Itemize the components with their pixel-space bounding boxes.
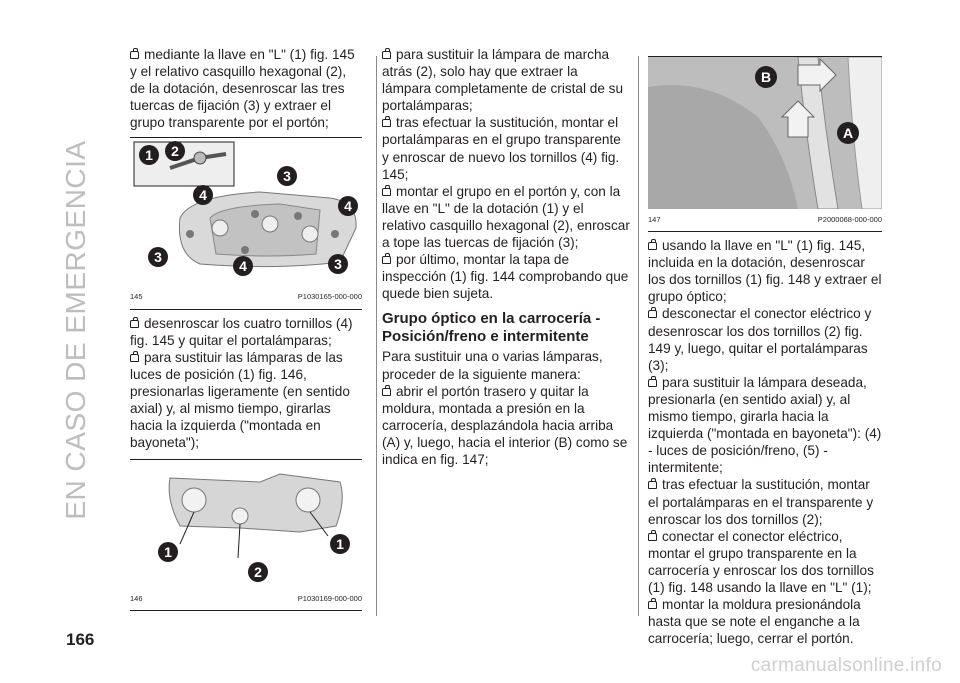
callout-label: 1 (336, 536, 344, 553)
section-title: EN CASO DE EMERGENCIA (60, 140, 91, 520)
figure-number: 145 (130, 292, 143, 302)
paragraph-text: para sustituir la lámpara deseada, presionarla (en sentido axial) y, al mismo tiempo, girarla hacia la izquierda ("montada en bayoneta"): (4) - luces de posición/freno, (5) - intermitente; (648, 374, 882, 476)
callout-label: 4 (344, 198, 352, 215)
step-icon (382, 51, 391, 59)
step-icon (648, 533, 657, 541)
paragraph-text: tras efectuar la sustitución, montar el portalámparas en el transparente y enroscar los dos tornillos (2); (648, 477, 874, 527)
step-icon (648, 481, 657, 489)
page-number: 166 (66, 630, 95, 649)
figure-145 (130, 137, 362, 309)
paragraph (130, 315, 362, 349)
paragraph-text: para sustituir la lámpara de marcha atrás (2), solo hay que extraer la lámpara completamente de cristal de su portalámparas; (382, 47, 624, 114)
column-divider (638, 56, 639, 616)
step-icon (130, 51, 139, 59)
paragraph-text: abrir el portón trasero y quitar la moldura, montada a presión en la carrocería, desplazándola hacia arriba (A) y, luego, hacia el interior (B) como se indica en fig. 147; (382, 383, 628, 467)
callout-label: 4 (239, 258, 247, 275)
figure-number: 147 (648, 215, 661, 224)
callout-label: 3 (334, 256, 342, 273)
paragraph-text: mediante la llave en "L" (1) fig. 145 y el relativo casquillo hexagonal (2), de la dotación, desenroscar las tres tuercas de fijación (3) y extraer el grupo transparente por el portón; (130, 47, 355, 131)
step-icon (382, 188, 391, 196)
paragraph (648, 596, 882, 647)
paragraph (382, 114, 630, 182)
figure-147-image (648, 57, 882, 209)
callout-label: A (842, 125, 854, 141)
callout-label: B (760, 69, 772, 85)
column-divider (376, 56, 377, 616)
paragraph (382, 251, 630, 302)
paragraph (130, 46, 362, 131)
paragraph-text: por último, montar la tapa de inspección (1) fig. 144 comprobando que quede bien sujeta. (382, 252, 629, 302)
step-icon (648, 242, 657, 250)
step-icon (648, 379, 657, 387)
paragraph (382, 383, 630, 468)
figure-code: P1030165-000-000 (297, 292, 362, 302)
paragraph-text: desenroscar los cuatro tornillos (4) fig. 145 y quitar el portalámparas; (130, 315, 353, 348)
step-icon (130, 320, 139, 328)
column-1 (130, 46, 362, 616)
figure-147 (648, 56, 882, 232)
paragraph-text: montar el grupo en el portón y, con la llave en "L" de la dotación (1) y el relativo casquillo hexagonal (2), enroscar a tope las tuercas de fijación (3); (382, 183, 630, 251)
callout-label: 1 (145, 147, 153, 164)
figure-caption (130, 588, 362, 610)
paragraph (382, 183, 630, 251)
paragraph (648, 528, 882, 596)
step-icon (382, 256, 391, 264)
paragraph: Para sustituir una o varias lámparas, proceder de la siguiente manera: (382, 349, 603, 382)
section-heading: Grupo óptico en la carrocería - Posición/freno e intermitente (382, 310, 601, 346)
callout-label: 2 (171, 143, 179, 160)
paragraph (648, 305, 882, 373)
column-3 (648, 56, 882, 647)
step-icon (130, 354, 139, 362)
figure-code: P1030169-000-000 (297, 594, 362, 604)
paragraph-text: tras efectuar la sustitución, montar el portalámparas en el grupo transparente y enroscar de nuevo los tornillos (4) fig. 145; (382, 115, 621, 182)
figure-caption (648, 209, 882, 231)
figure-caption (130, 286, 362, 308)
figure-146 (130, 459, 362, 611)
paragraph (130, 349, 362, 452)
paragraph (382, 46, 630, 114)
step-icon (382, 388, 391, 396)
paragraph (648, 476, 882, 527)
watermark: carmanualsonline.info (750, 655, 942, 676)
paragraph (648, 374, 882, 477)
paragraph-text: usando la llave en "L" (1) fig. 145, incluida en la dotación, desenroscar los dos tornillos (1) fig. 148 y extraer el grupo óptico; (648, 238, 882, 305)
paragraph-text: conectar el conector eléctrico, montar el grupo transparente en la carrocería y enroscar los dos tornillos (1) fig. 148 usando la llave en "L" (1); (648, 528, 874, 595)
callout-label: 2 (254, 564, 262, 581)
step-icon (648, 310, 657, 318)
figure-146-image (130, 460, 362, 588)
callout-label: 3 (154, 249, 162, 266)
callout-label: 4 (199, 187, 207, 204)
callout-label: 3 (283, 168, 291, 185)
callout-label: 1 (164, 544, 172, 561)
paragraph-text: para sustituir las lámparas de las luces de posición (1) fig. 146, presionarlas ligeramente (en sentido axial) y, al mismo tiempo, girarlas hacia la izquierda ("montada en bayoneta"); (130, 349, 350, 451)
paragraph-text: desconectar el conector eléctrico y desenroscar los dos tornillos (2) fig. 149 y, luego, quitar el portalámparas (3); (648, 306, 872, 373)
column-2 (382, 46, 630, 468)
paragraph (648, 237, 882, 305)
figure-number: 146 (130, 594, 143, 604)
step-icon (382, 119, 391, 127)
step-icon (648, 601, 657, 609)
figure-code: P2000068-000-000 (817, 215, 882, 224)
paragraph-text: montar la moldura presionándola hasta que se note el enganche a la carrocería; luego, cerrar el portón. (648, 597, 861, 647)
figure-145-image (130, 138, 362, 286)
